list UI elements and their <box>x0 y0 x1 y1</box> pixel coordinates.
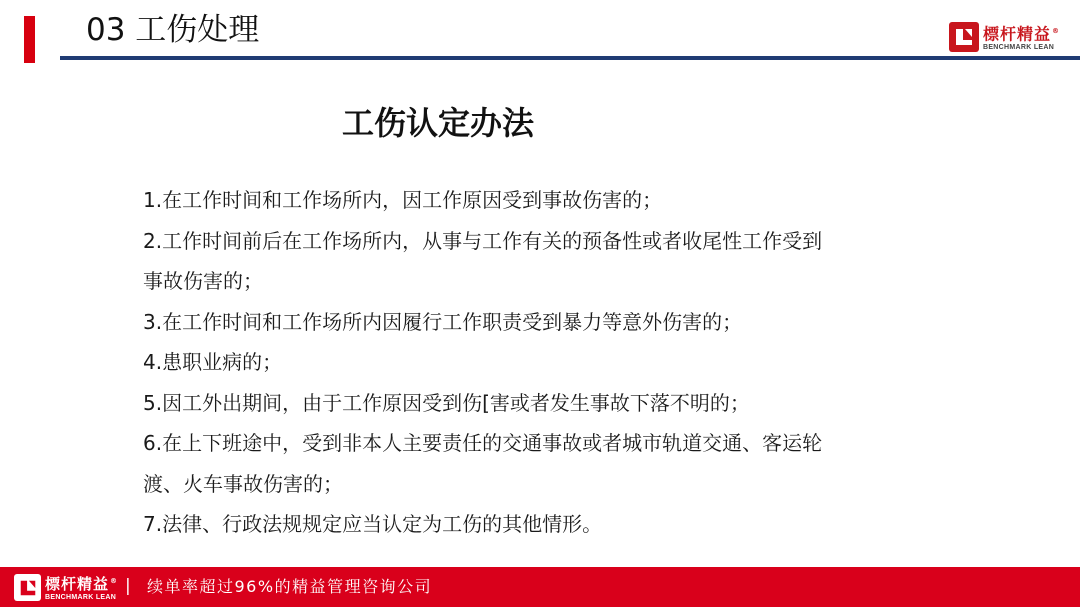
criteria-line: 渡、火车事故伤害的； <box>143 471 343 496</box>
criteria-line: 3.在工作时间和工作场所内因履行工作职责受到暴力等意外伤害的； <box>143 309 743 334</box>
criteria-line: 5.因工外出期间，由于工作原因受到伤[害或者发生事故下落不明的； <box>143 390 750 415</box>
footer-divider: | <box>125 576 131 596</box>
brand-name-cn: 標杆精益® <box>982 24 1060 44</box>
criteria-line: 7.法律、行政法规规定应当认定为工伤的其他情形。 <box>143 512 603 536</box>
footer-bar <box>0 567 1080 607</box>
brand-logo-footer <box>14 573 118 602</box>
criteria-line: 1.在工作时间和工作场所内，因工作原因受到事故伤害的； <box>143 188 663 212</box>
criteria-list <box>143 180 933 545</box>
criteria-line: 2.工作时间前后在工作场所内，从事与工作有关的预备性或者收尾性工作受到 <box>143 228 823 253</box>
slide-title: 工伤认定办法 <box>341 104 534 142</box>
brand-logo-text <box>983 22 1060 52</box>
brand-name-cn: 標杆精益® <box>45 575 119 593</box>
brand-logo-icon <box>949 22 979 52</box>
header-accent-bar <box>24 16 35 63</box>
brand-name-en: BENCHMARK LEAN <box>982 44 1055 52</box>
section-title: 03 工伤处理 <box>86 12 260 48</box>
brand-name-en: BENCHMARK LEAN <box>45 594 117 601</box>
criteria-line: 6.在上下班途中，受到非本人主要责任的交通事故或者城市轨道交通、客运轮 <box>143 431 823 455</box>
header-divider <box>60 56 1080 60</box>
brand-logo-header <box>949 22 1060 52</box>
brand-logo-text <box>45 573 118 602</box>
brand-logo-icon <box>14 574 41 601</box>
footer-slogan: 续单率超过96%的精益管理咨询公司 <box>147 577 433 596</box>
criteria-line: 4.患职业病的； <box>143 350 283 374</box>
criteria-line: 事故伤害的； <box>143 269 263 293</box>
